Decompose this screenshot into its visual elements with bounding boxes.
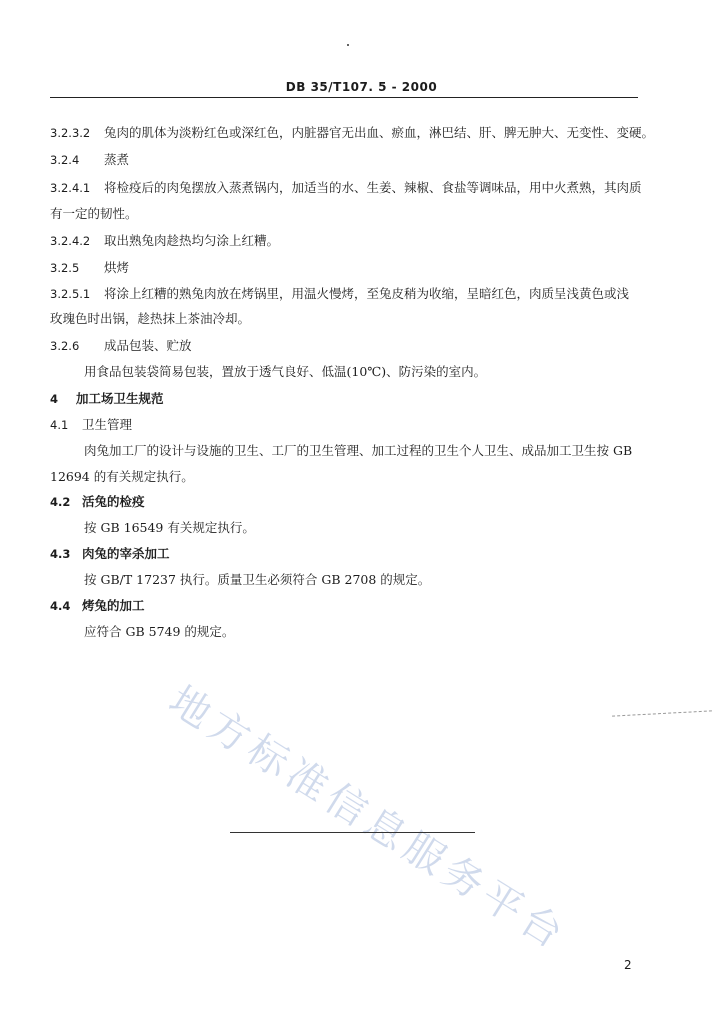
section-number: 4.3 — [50, 547, 71, 561]
clause-3-2-4-1 — [50, 180, 642, 196]
clause-number: 3.2.6 — [50, 339, 80, 353]
clause-text: 肉兔加工厂的设计与设施的卫生、工厂的卫生管理、加工过程的卫生个人卫生、成品加工卫生按 GB — [84, 443, 633, 458]
watermark-text: 地方标准信息服务平台 — [160, 677, 576, 961]
clause-heading: 成品包装、贮放 — [104, 338, 192, 353]
section-heading: 烤兔的加工 — [82, 598, 145, 613]
clause-text: 12694 的有关规定执行。 — [50, 469, 194, 484]
clause-text: 按 GB/T 17237 执行。质量卫生必须符合 GB 2708 的规定。 — [84, 572, 431, 587]
section-4-1-para — [84, 443, 632, 459]
clause-3-2-5-1 — [50, 286, 629, 302]
clause-number: 3.2.5.1 — [50, 287, 91, 301]
section-heading: 卫生管理 — [82, 417, 133, 432]
section-4-3 — [50, 546, 170, 562]
clause-text: 用食品包装袋简易包装，置放于透气良好、低温(10℃)、防污染的室内。 — [84, 364, 487, 379]
section-4-1-para-cont — [50, 469, 194, 485]
section-4-4-para — [84, 624, 234, 640]
section-heading: 肉兔的宰杀加工 — [82, 546, 170, 561]
clause-number: 3.2.4.1 — [50, 181, 91, 195]
clause-3-2-5-1-cont — [50, 311, 250, 327]
clause-heading: 蒸煮 — [104, 152, 130, 167]
section-4-3-para — [84, 572, 430, 588]
section-number: 4 — [50, 392, 59, 406]
clause-text: 将涂上红糟的熟兔肉放在烤锅里，用温火慢烤，至兔皮稍为收缩，呈暗红色，肉质呈浅黄色或浅 — [104, 286, 630, 301]
clause-number: 3.2.3.2 — [50, 126, 91, 140]
clause-3-2-4-2 — [50, 233, 279, 249]
clause-number: 3.2.5 — [50, 261, 80, 275]
clause-heading: 烘烤 — [104, 260, 130, 275]
header-rule — [50, 97, 638, 98]
section-4-2-para — [84, 520, 255, 536]
section-number: 4.2 — [50, 495, 71, 509]
section-4-4 — [50, 598, 145, 614]
clause-3-2-6-para — [84, 364, 486, 380]
clause-3-2-5 — [50, 260, 129, 276]
clause-number: 3.2.4 — [50, 153, 80, 167]
section-heading: 活兔的检疫 — [82, 494, 145, 509]
clause-text: 玫瑰色时出锅，趁热抹上茶油冷却。 — [50, 311, 251, 326]
clause-text: 将检疫后的肉兔摆放入蒸煮锅内，加适当的水、生姜、辣椒、食盐等调味品，用中火煮熟，其肉质 — [104, 180, 642, 195]
scan-dash-mark — [612, 710, 712, 716]
scan-speck — [347, 44, 349, 46]
clause-text: 取出熟兔肉趁热均匀涂上红糟。 — [104, 233, 280, 248]
clause-3-2-6 — [50, 338, 192, 354]
clause-text: 有一定的韧性。 — [50, 206, 138, 221]
clause-number: 3.2.4.2 — [50, 234, 91, 248]
section-number: 4.4 — [50, 599, 71, 613]
section-4 — [50, 391, 164, 407]
section-4-2 — [50, 494, 145, 510]
clause-text: 按 GB 16549 有关规定执行。 — [84, 520, 255, 535]
section-4-1 — [50, 417, 132, 433]
clause-3-2-3-2 — [50, 125, 654, 141]
clause-3-2-4 — [50, 152, 129, 168]
section-heading: 加工场卫生规范 — [76, 391, 164, 406]
clause-text: 应符合 GB 5749 的规定。 — [84, 624, 235, 639]
clause-3-2-4-1-cont — [50, 206, 138, 222]
end-rule — [230, 832, 475, 833]
clause-text: 兔肉的肌体为淡粉红色或深红色，内脏器官无出血、瘀血，淋巴结、肝、脾无肿大、无变性、变硬。 — [104, 125, 655, 140]
section-number: 4.1 — [50, 418, 69, 432]
page-number: 2 — [624, 958, 632, 972]
standard-code-header: DB 35/T107. 5 - 2000 — [285, 80, 438, 94]
